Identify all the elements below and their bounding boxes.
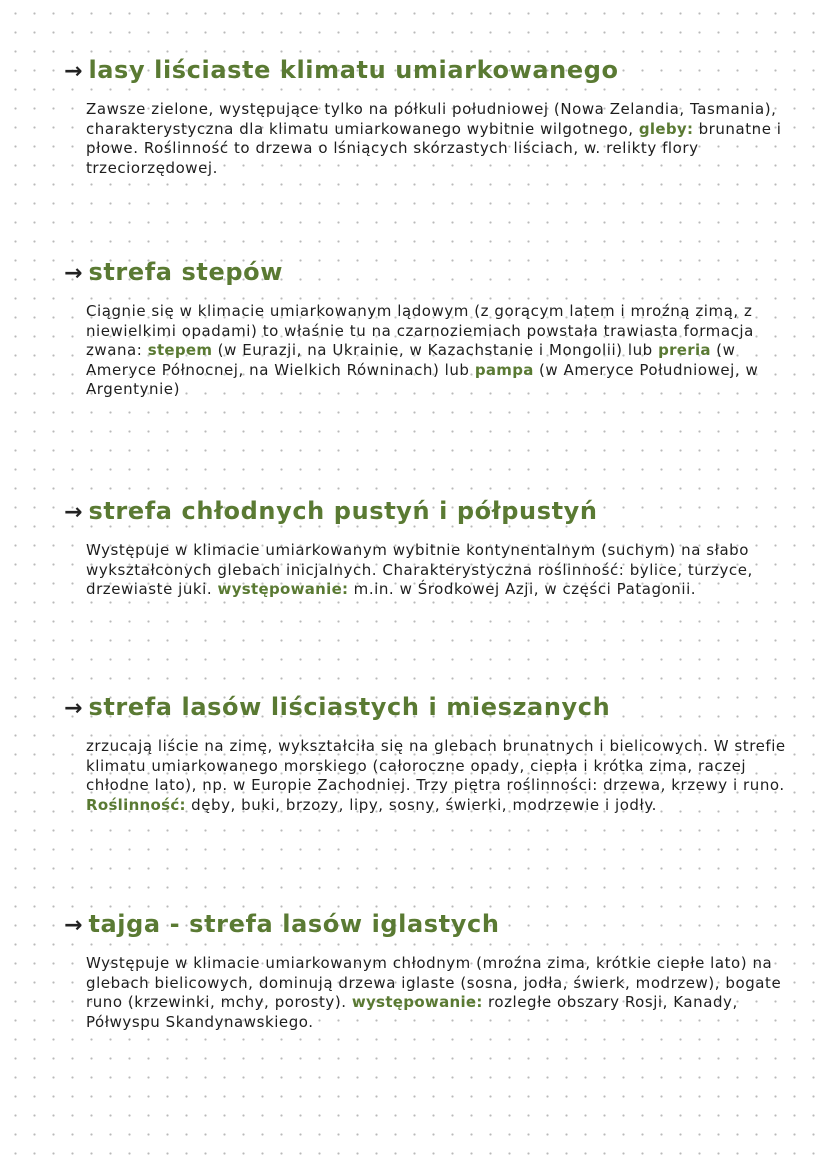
section-heading	[64, 258, 804, 292]
section-body	[86, 302, 786, 400]
section-body	[86, 737, 786, 815]
section-title: tajga - strefa lasów iglastych	[88, 910, 500, 938]
section-lasy-mieszane	[64, 693, 804, 815]
section-title: strefa chłodnych pustyń i półpustyń	[88, 497, 598, 525]
body-text: (w Ameryce Północnej, na Wielkich Równinach) lub	[86, 341, 736, 379]
keyword-wystepowanie: występowanie:	[217, 580, 349, 598]
body-text: (w Eurazji, na Ukrainie, w Kazachstanie i Mongolii) lub	[212, 341, 659, 359]
section-tajga	[64, 910, 804, 1032]
arrow-icon: →	[64, 913, 83, 938]
arrow-icon: →	[64, 500, 83, 525]
keyword-pampa: pampa	[474, 360, 534, 379]
section-body	[86, 541, 786, 600]
body-text: brunatne i płowe. Roślinność to drzewa o lśniących skórzastych liściach, w. relikty flory trzeciorzędowej.	[86, 119, 782, 177]
section-body	[86, 954, 786, 1032]
section-body	[86, 100, 786, 178]
section-strefa-stepow	[64, 258, 804, 400]
section-title: strefa stepów	[88, 258, 283, 286]
keyword-gleby: gleby:	[638, 119, 694, 138]
body-text: zrzucają liście na zimę, wykształciła się na glebach brunatnych i bielicowych. W strefie klimatu umiarkowanego morskiego (całoroczne opady, ciepła i krótka zima, raczej chłodne lato), np. w Europie Zachodniej. Trzy piętra roślinności: drzewa, krzewy i runo.	[86, 737, 786, 794]
body-text: dęby, buki, brzozy, lipy, sosny, świerki, modrzewie i jodły.	[185, 795, 657, 814]
keyword-stepem: stepem	[147, 341, 213, 359]
body-text: Występuje w klimacie umiarkowanym chłodnym (mroźna zima, krótkie ciepłe lato) na glebach bielicowych, dominują drzewa iglaste (sosna, jodła, świerk, modrzew), bogate runo (krzewinki, mchy, porosty).	[86, 954, 782, 1011]
section-heading	[64, 910, 804, 944]
section-lasy-lisciaste	[64, 56, 804, 178]
section-heading	[64, 693, 804, 727]
section-heading	[64, 56, 804, 90]
keyword-wystepowanie: występowanie:	[351, 993, 483, 1011]
body-text: (w Ameryce Południowej, w Argentynie)	[86, 360, 759, 398]
section-title: strefa lasów liściastych i mieszanych	[88, 693, 611, 721]
body-text: Występuje w klimacie umiarkowanym wybitnie kontynentalnym (suchym) na słabo wykształconych glebach inicjalnych. Charakterystyczna roślinność: bylice, turzyce, drzewiaste juki.	[86, 541, 753, 598]
body-text: m.in. w Środkowej Azji, w części Patagonii.	[348, 580, 697, 598]
keyword-roslinnosc: Roślinność:	[86, 795, 186, 814]
body-text: rozległe obszary Rosji, Kanady, Półwyspu Skandynawskiego.	[86, 993, 738, 1031]
section-title: lasy liściaste klimatu umiarkowanego	[88, 56, 619, 84]
body-text: Ciągnie się w klimacie umiarkowanym lądowym (z gorącym latem i mroźną zimą, z niewielkimi opadami) to właśnie tu na czarnoziemiach powstała trawiasta formacja zwana:	[86, 302, 754, 359]
arrow-icon: →	[64, 59, 83, 84]
keyword-preria: preria	[658, 341, 711, 359]
section-heading	[64, 497, 804, 531]
body-text: Zawsze zielone, występujące tylko na półkuli południowej (Nowa Zelandia, Tasmania), charakterystyczna dla klimatu umiarkowanego wybitnie wilgotnego,	[86, 100, 777, 138]
arrow-icon: →	[64, 261, 83, 286]
section-strefa-pustyn	[64, 497, 804, 600]
arrow-icon: →	[64, 696, 83, 721]
